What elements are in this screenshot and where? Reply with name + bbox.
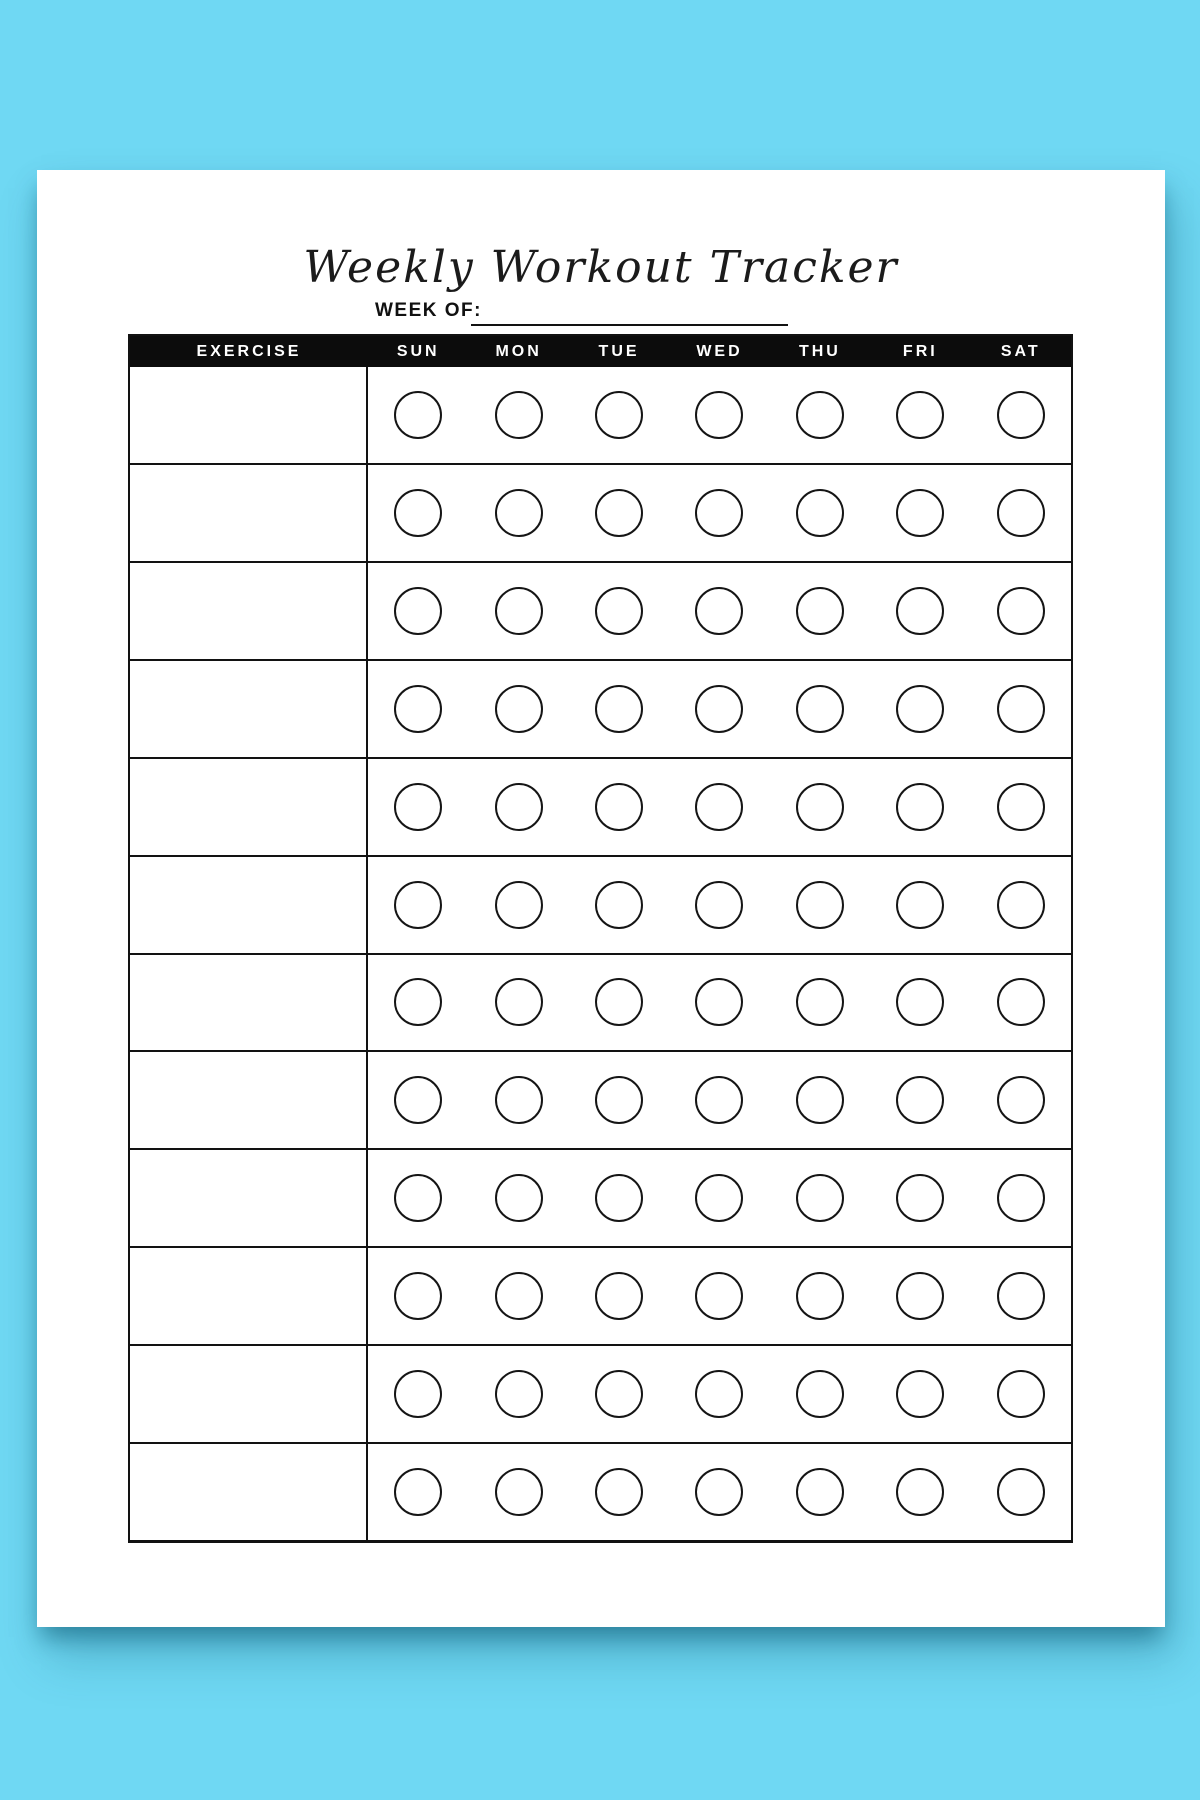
workout-check-circle[interactable] <box>896 1468 944 1516</box>
day-cell-mon <box>468 955 568 1051</box>
exercise-name-cell[interactable] <box>130 1346 368 1442</box>
day-cell-thu <box>770 1346 870 1442</box>
day-cell-sun <box>368 1150 468 1246</box>
workout-check-circle[interactable] <box>595 1174 643 1222</box>
day-cell-mon <box>468 367 568 463</box>
workout-check-circle[interactable] <box>896 1272 944 1320</box>
day-cells <box>368 1444 1071 1540</box>
table-row <box>130 1346 1071 1444</box>
workout-check-circle[interactable] <box>394 1468 442 1516</box>
exercise-name-cell[interactable] <box>130 1052 368 1148</box>
day-cell-sun <box>368 563 468 659</box>
workout-check-circle[interactable] <box>695 587 743 635</box>
workout-check-circle[interactable] <box>997 489 1045 537</box>
workout-check-circle[interactable] <box>595 685 643 733</box>
workout-check-circle[interactable] <box>695 881 743 929</box>
exercise-name-cell[interactable] <box>130 1248 368 1344</box>
workout-tracker-table <box>128 334 1073 1543</box>
workout-check-circle[interactable] <box>997 1370 1045 1418</box>
day-cell-tue <box>569 563 669 659</box>
workout-check-circle[interactable] <box>595 489 643 537</box>
workout-check-circle[interactable] <box>495 1272 543 1320</box>
day-cell-sun <box>368 1052 468 1148</box>
day-cell-wed <box>669 1248 769 1344</box>
week-of-label: WEEK OF: <box>375 300 482 321</box>
workout-check-circle[interactable] <box>796 489 844 537</box>
day-cell-sun <box>368 465 468 561</box>
day-cell-fri <box>870 367 970 463</box>
column-header-tue: TUE <box>598 343 640 360</box>
workout-check-circle[interactable] <box>595 1370 643 1418</box>
exercise-name-cell[interactable] <box>130 1150 368 1246</box>
day-cell-fri <box>870 1052 970 1148</box>
workout-check-circle[interactable] <box>495 1076 543 1124</box>
workout-check-circle[interactable] <box>896 783 944 831</box>
column-header-sat: SAT <box>1000 343 1041 360</box>
table-row <box>130 857 1071 955</box>
workout-check-circle[interactable] <box>997 685 1045 733</box>
day-cell-tue <box>569 1248 669 1344</box>
day-cells <box>368 465 1071 561</box>
day-cell-sun <box>368 367 468 463</box>
table-row <box>130 1150 1071 1248</box>
day-cell-mon <box>468 465 568 561</box>
workout-check-circle[interactable] <box>997 391 1045 439</box>
day-cell-tue <box>569 1346 669 1442</box>
day-cell-sat <box>971 759 1071 855</box>
day-cell-wed <box>669 1150 769 1246</box>
day-cell-thu <box>770 367 870 463</box>
workout-check-circle[interactable] <box>695 391 743 439</box>
workout-check-circle[interactable] <box>896 685 944 733</box>
workout-check-circle[interactable] <box>997 1468 1045 1516</box>
day-cell-mon <box>468 1052 568 1148</box>
day-cell-mon <box>468 1248 568 1344</box>
day-cell-thu <box>770 661 870 757</box>
day-cells <box>368 661 1071 757</box>
workout-check-circle[interactable] <box>495 587 543 635</box>
day-cells <box>368 955 1071 1051</box>
day-cell-thu <box>770 1444 870 1540</box>
workout-check-circle[interactable] <box>595 881 643 929</box>
workout-check-circle[interactable] <box>394 881 442 929</box>
day-cell-fri <box>870 1248 970 1344</box>
day-cell-sun <box>368 1346 468 1442</box>
day-cell-tue <box>569 661 669 757</box>
day-cell-sat <box>971 955 1071 1051</box>
workout-check-circle[interactable] <box>796 1076 844 1124</box>
week-of-input-line[interactable] <box>471 324 788 326</box>
workout-check-circle[interactable] <box>896 1174 944 1222</box>
day-cell-fri <box>870 955 970 1051</box>
table-row <box>130 1052 1071 1150</box>
workout-check-circle[interactable] <box>495 881 543 929</box>
day-cell-mon <box>468 759 568 855</box>
table-header-row <box>130 336 1071 367</box>
workout-check-circle[interactable] <box>997 978 1045 1026</box>
day-cells <box>368 857 1071 953</box>
day-cell-fri <box>870 1346 970 1442</box>
workout-check-circle[interactable] <box>695 1468 743 1516</box>
day-cell-mon <box>468 1444 568 1540</box>
day-cell-tue <box>569 857 669 953</box>
workout-check-circle[interactable] <box>495 978 543 1026</box>
column-header-sun: SUN <box>396 343 440 360</box>
workout-check-circle[interactable] <box>595 587 643 635</box>
day-cell-thu <box>770 563 870 659</box>
workout-check-circle[interactable] <box>695 1174 743 1222</box>
workout-check-circle[interactable] <box>796 978 844 1026</box>
workout-check-circle[interactable] <box>495 1468 543 1516</box>
table-body <box>130 367 1071 1540</box>
table-row <box>130 1248 1071 1346</box>
day-cell-wed <box>669 759 769 855</box>
day-cell-mon <box>468 563 568 659</box>
workout-check-circle[interactable] <box>394 1174 442 1222</box>
workout-check-circle[interactable] <box>997 587 1045 635</box>
workout-check-circle[interactable] <box>495 489 543 537</box>
day-columns-header <box>368 336 1071 367</box>
workout-check-circle[interactable] <box>695 1272 743 1320</box>
table-row <box>130 955 1071 1053</box>
workout-check-circle[interactable] <box>595 391 643 439</box>
workout-check-circle[interactable] <box>695 489 743 537</box>
workout-check-circle[interactable] <box>394 685 442 733</box>
exercise-name-cell[interactable] <box>130 857 368 953</box>
day-cell-tue <box>569 367 669 463</box>
column-header-exercise: EXERCISE <box>196 343 302 360</box>
table-row <box>130 661 1071 759</box>
workout-check-circle[interactable] <box>495 685 543 733</box>
workout-check-circle[interactable] <box>796 783 844 831</box>
workout-check-circle[interactable] <box>796 685 844 733</box>
workout-check-circle[interactable] <box>796 1370 844 1418</box>
day-cell-thu <box>770 1052 870 1148</box>
day-cell-sat <box>971 1444 1071 1540</box>
workout-check-circle[interactable] <box>595 1272 643 1320</box>
table-row <box>130 563 1071 661</box>
workout-check-circle[interactable] <box>896 587 944 635</box>
workout-check-circle[interactable] <box>394 587 442 635</box>
day-cell-wed <box>669 955 769 1051</box>
day-cell-sat <box>971 465 1071 561</box>
workout-check-circle[interactable] <box>595 783 643 831</box>
workout-check-circle[interactable] <box>796 391 844 439</box>
day-cell-wed <box>669 1052 769 1148</box>
day-cells <box>368 1248 1071 1344</box>
workout-check-circle[interactable] <box>896 1076 944 1124</box>
day-cell-fri <box>870 1444 970 1540</box>
day-cell-sat <box>971 563 1071 659</box>
day-cell-thu <box>770 465 870 561</box>
day-cell-tue <box>569 1052 669 1148</box>
workout-check-circle[interactable] <box>796 1174 844 1222</box>
day-cell-fri <box>870 1150 970 1246</box>
exercise-name-cell[interactable] <box>130 367 368 463</box>
table-row <box>130 1444 1071 1540</box>
day-cells <box>368 1052 1071 1148</box>
day-cell-thu <box>770 857 870 953</box>
day-cell-tue <box>569 759 669 855</box>
day-cell-mon <box>468 661 568 757</box>
page-title: Weekly Workout Tracker <box>303 242 899 293</box>
day-cell-sat <box>971 367 1071 463</box>
day-cell-fri <box>870 661 970 757</box>
day-cell-wed <box>669 1346 769 1442</box>
day-cell-thu <box>770 955 870 1051</box>
workout-check-circle[interactable] <box>695 978 743 1026</box>
day-cell-wed <box>669 1444 769 1540</box>
day-cell-wed <box>669 857 769 953</box>
workout-check-circle[interactable] <box>997 1272 1045 1320</box>
day-cell-sun <box>368 955 468 1051</box>
day-cell-mon <box>468 1150 568 1246</box>
workout-check-circle[interactable] <box>394 783 442 831</box>
workout-check-circle[interactable] <box>896 489 944 537</box>
workout-check-circle[interactable] <box>394 978 442 1026</box>
exercise-name-cell[interactable] <box>130 955 368 1051</box>
day-cell-sat <box>971 1150 1071 1246</box>
day-cell-sun <box>368 1248 468 1344</box>
workout-check-circle[interactable] <box>394 489 442 537</box>
workout-check-circle[interactable] <box>695 1370 743 1418</box>
table-row <box>130 759 1071 857</box>
day-cell-mon <box>468 1346 568 1442</box>
workout-check-circle[interactable] <box>997 1076 1045 1124</box>
workout-check-circle[interactable] <box>394 1272 442 1320</box>
day-cells <box>368 759 1071 855</box>
workout-check-circle[interactable] <box>997 1174 1045 1222</box>
workout-check-circle[interactable] <box>595 1076 643 1124</box>
day-cell-sat <box>971 1248 1071 1344</box>
day-cell-sun <box>368 661 468 757</box>
day-cell-wed <box>669 563 769 659</box>
day-cell-sat <box>971 857 1071 953</box>
day-cell-fri <box>870 465 970 561</box>
table-row <box>130 367 1071 465</box>
workout-check-circle[interactable] <box>896 881 944 929</box>
exercise-name-cell[interactable] <box>130 661 368 757</box>
day-cell-sun <box>368 857 468 953</box>
day-cells <box>368 1346 1071 1442</box>
workout-check-circle[interactable] <box>695 1076 743 1124</box>
workout-check-circle[interactable] <box>896 391 944 439</box>
day-cell-mon <box>468 857 568 953</box>
column-header-mon: MON <box>495 343 542 360</box>
workout-check-circle[interactable] <box>595 1468 643 1516</box>
day-cell-wed <box>669 367 769 463</box>
day-cell-fri <box>870 759 970 855</box>
day-cell-wed <box>669 465 769 561</box>
day-cell-sun <box>368 1444 468 1540</box>
day-cell-tue <box>569 955 669 1051</box>
exercise-name-cell[interactable] <box>130 563 368 659</box>
workout-check-circle[interactable] <box>495 783 543 831</box>
workout-check-circle[interactable] <box>394 1076 442 1124</box>
workout-check-circle[interactable] <box>394 1370 442 1418</box>
day-cell-thu <box>770 1150 870 1246</box>
day-cells <box>368 563 1071 659</box>
day-cell-thu <box>770 759 870 855</box>
day-cell-fri <box>870 857 970 953</box>
workout-check-circle[interactable] <box>394 391 442 439</box>
workout-check-circle[interactable] <box>695 685 743 733</box>
exercise-name-cell[interactable] <box>130 465 368 561</box>
day-cell-tue <box>569 1150 669 1246</box>
day-cell-sat <box>971 661 1071 757</box>
day-cells <box>368 367 1071 463</box>
day-cell-tue <box>569 465 669 561</box>
day-cell-fri <box>870 563 970 659</box>
day-cell-thu <box>770 1248 870 1344</box>
workout-check-circle[interactable] <box>997 783 1045 831</box>
day-cells <box>368 1150 1071 1246</box>
workout-check-circle[interactable] <box>796 587 844 635</box>
workout-check-circle[interactable] <box>495 391 543 439</box>
table-row <box>130 465 1071 563</box>
column-header-thu: THU <box>798 343 841 360</box>
workout-check-circle[interactable] <box>997 881 1045 929</box>
exercise-name-cell[interactable] <box>130 1444 368 1540</box>
day-cell-wed <box>669 661 769 757</box>
workout-check-circle[interactable] <box>695 783 743 831</box>
workout-check-circle[interactable] <box>495 1174 543 1222</box>
workout-check-circle[interactable] <box>796 881 844 929</box>
workout-check-circle[interactable] <box>796 1468 844 1516</box>
column-header-fri: FRI <box>902 343 938 360</box>
workout-check-circle[interactable] <box>796 1272 844 1320</box>
day-cell-sat <box>971 1346 1071 1442</box>
workout-check-circle[interactable] <box>495 1370 543 1418</box>
day-cell-sat <box>971 1052 1071 1148</box>
workout-check-circle[interactable] <box>896 1370 944 1418</box>
workout-check-circle[interactable] <box>896 978 944 1026</box>
day-cell-sun <box>368 759 468 855</box>
day-cell-tue <box>569 1444 669 1540</box>
worksheet-page <box>37 170 1165 1627</box>
exercise-name-cell[interactable] <box>130 759 368 855</box>
column-header-wed: WED <box>696 343 743 360</box>
workout-check-circle[interactable] <box>595 978 643 1026</box>
